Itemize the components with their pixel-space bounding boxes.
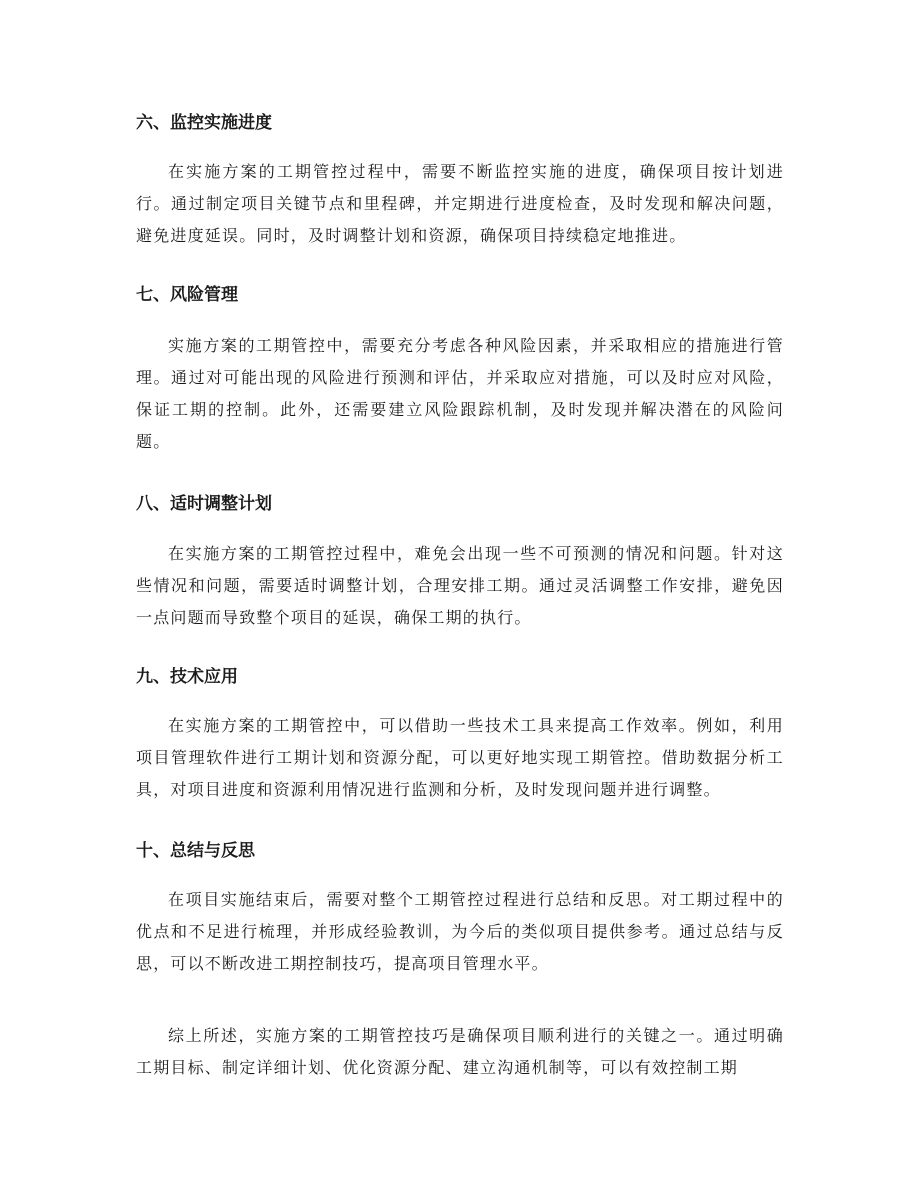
section-body-adjust-plan: 在实施方案的工期管控过程中，难免会出现一些不可预测的情况和问题。针对这些情况和问题，需要适时调整计划，合理安排工期。通过灵活调整工作安排，避免因一点问题而导致整个项目的延误，确保工期的执行。 xyxy=(136,544,784,627)
section-heading-summary: 十、总结与反思 xyxy=(136,841,255,861)
section-body-summary: 在项目实施结束后，需要对整个工期管控过程进行总结和反思。对工期过程中的优点和不足进行梳理，并形成经验教训，为今后的类似项目提供参考。通过总结与反思，可以不断改进工期控制技巧，提高项目管理水平。 xyxy=(136,890,784,973)
section-heading-risk: 七、风险管理 xyxy=(136,285,238,305)
section-heading-adjust-plan: 八、适时调整计划 xyxy=(136,494,272,514)
conclusion-paragraph: 综上所述，实施方案的工期管控技巧是确保项目顺利进行的关键之一。通过明确工期目标、制定详细计划、优化资源分配、建立沟通机制等，可以有效控制工期 xyxy=(136,1026,784,1077)
section-body-risk: 实施方案的工期管控中，需要充分考虑各种风险因素，并采取相应的措施进行管理。通过对可能出现的风险进行预测和评估，并采取应对措施，可以及时应对风险，保证工期的控制。此外，还需要建立风险跟踪机制，及时发现并解决潜在的风险问题。 xyxy=(136,336,784,451)
section-heading-monitoring: 六、监控实施进度 xyxy=(136,113,272,133)
section-heading-technology: 九、技术应用 xyxy=(136,667,238,687)
section-body-technology: 在实施方案的工期管控中，可以借助一些技术工具来提高工作效率。例如，利用项目管理软件进行工期计划和资源分配，可以更好地实现工期管控。借助数据分析工具，对项目进度和资源利用情况进行监测和分析，及时发现问题并进行调整。 xyxy=(136,716,784,799)
section-body-monitoring: 在实施方案的工期管控过程中，需要不断监控实施的进度，确保项目按计划进行。通过制定项目关键节点和里程碑，并定期进行进度检查，及时发现和解决问题，避免进度延误。同时，及时调整计划和资源，确保项目持续稳定地推进。 xyxy=(136,162,784,245)
